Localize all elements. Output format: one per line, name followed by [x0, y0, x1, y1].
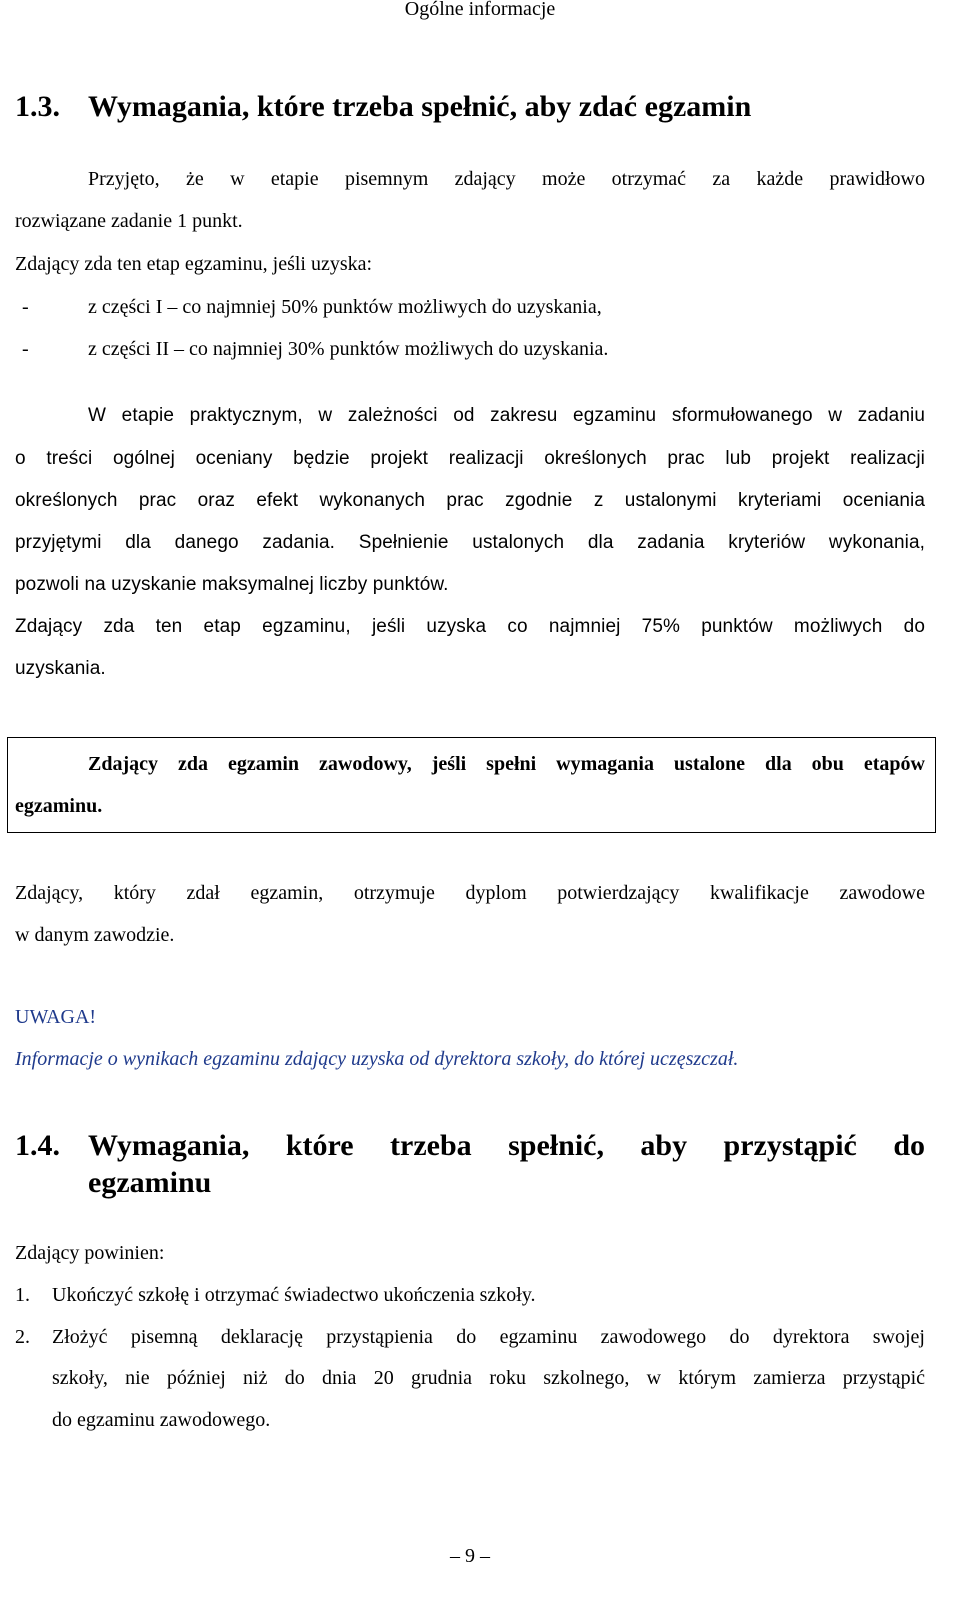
paragraph-line: Przyjęto, że w etapie pisemnym zdający może otrzymać za każde prawidłowo	[88, 168, 925, 190]
paragraph-line: w danym zawodzie.	[15, 924, 175, 946]
page-number: – 9 –	[450, 1545, 490, 1567]
paragraph-line: Zdający, który zdał egzamin, otrzymuje dyplom potwierdzający kwalifikacje zawodowe	[15, 882, 925, 904]
box-line: egzaminu.	[15, 795, 103, 817]
paragraph-line: określonych prac oraz efekt wykonanych prac zgodnie z ustalonymi kryteriami oceniania	[15, 490, 925, 511]
list-item-line: Ukończyć szkołę i otrzymać świadectwo ukończenia szkoły.	[52, 1284, 536, 1306]
list-item-line: Złożyć pisemną deklarację przystąpienia do egzaminu zawodowego do dyrektora swojej	[52, 1326, 925, 1348]
paragraph-line: uzyskania.	[15, 658, 106, 679]
paragraph-line: pozwoli na uzyskanie maksymalnej liczby punktów.	[15, 574, 449, 595]
bullet-text: z części II – co najmniej 30% punktów możliwych do uzyskania.	[88, 338, 609, 360]
bullet-dash: -	[22, 338, 29, 360]
box-line: Zdający zda egzamin zawodowy, jeśli spełni wymagania ustalone dla obu etapów	[88, 753, 925, 775]
section-number: 1.3.	[15, 90, 60, 123]
section-number: 1.4.	[15, 1129, 60, 1162]
bullet-dash: -	[22, 296, 29, 318]
note-label: UWAGA!	[15, 1006, 97, 1028]
section-title-line: Wymagania, które trzeba spełnić, aby przystąpić do	[88, 1129, 925, 1162]
list-number: 2.	[15, 1326, 30, 1348]
paragraph: Zdający zda ten etap egzaminu, jeśli uzyska:	[15, 253, 373, 275]
list-item-line: do egzaminu zawodowego.	[52, 1409, 271, 1431]
list-number: 1.	[15, 1284, 30, 1306]
section-title: Wymagania, które trzeba spełnić, aby zdać egzamin	[88, 90, 752, 123]
paragraph-line: przyjętymi dla danego zadania. Spełnienie ustalonych dla zadania kryteriów wykonania,	[15, 532, 925, 553]
list-item-line: szkoły, nie później niż do dnia 20 grudnia roku szkolnego, w którym zamierza przystąpić	[52, 1367, 925, 1389]
list-intro: Zdający powinien:	[15, 1242, 165, 1264]
highlight-box	[7, 737, 936, 833]
note-text: Informacje o wynikach egzaminu zdający uzyska od dyrektora szkoły, do której uczęszczał.	[15, 1048, 739, 1070]
paragraph-line: W etapie praktycznym, w zależności od zakresu egzaminu sformułowanego w zadaniu	[88, 405, 925, 426]
paragraph-line: rozwiązane zadanie 1 punkt.	[15, 210, 243, 232]
bullet-text: z części I – co najmniej 50% punktów możliwych do uzyskania,	[88, 296, 602, 318]
section-title-line: egzaminu	[88, 1166, 212, 1199]
running-header: Ogólne informacje	[404, 0, 556, 20]
paragraph-line: o treści ogólnej oceniany będzie projekt realizacji określonych prac lub projekt realizacji	[15, 448, 925, 469]
paragraph-line: Zdający zda ten etap egzaminu, jeśli uzyska co najmniej 75% punktów możliwych do	[15, 616, 925, 637]
